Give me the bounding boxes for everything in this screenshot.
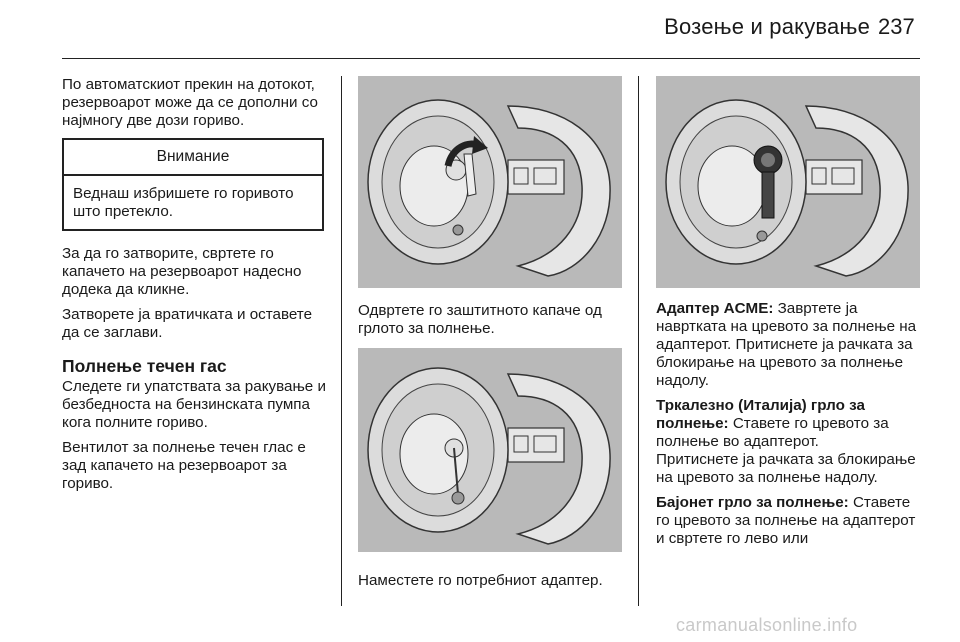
acme-adapter-label: Адаптер ACME: xyxy=(656,300,774,317)
page-header-title: Возење и ракување xyxy=(664,14,870,39)
caution-box xyxy=(62,138,324,231)
fuel-door-cap-removal-illustration xyxy=(358,76,622,288)
section-heading: Полнење течен гас xyxy=(62,356,227,376)
bayonet-nozzle-paragraph xyxy=(656,494,922,548)
column-divider-left xyxy=(341,76,342,606)
left-column xyxy=(62,76,326,500)
watermark: carmanualsonline.info xyxy=(676,615,858,635)
adapter-fitted-illustration xyxy=(656,76,920,288)
intro-paragraph: По автоматскиот прекин на дотокот, резервоарот може да се дополни со најмногу две дози гориво. xyxy=(62,76,318,129)
close-flap-paragraph: Затворете ја вратичката и оставете да се заглави. xyxy=(62,306,313,341)
right-column xyxy=(656,300,922,555)
lpg-instructions-paragraph: Следете ги упатствата за ракување и безбедноста на бензинската пумпа кога полните гориво. xyxy=(62,378,326,431)
bayonet-nozzle-text: Ставете го цревото за полнење на адаптерот и свртете го лево или xyxy=(656,494,916,547)
italy-nozzle-text: Ставете го цревото за полнење во адаптерот. xyxy=(656,415,889,450)
bayonet-nozzle-label: Бајонет грло за полнење: xyxy=(656,494,849,511)
page-number: 237 xyxy=(878,14,915,39)
acme-adapter-text: Завртете ја навртката на цревото за полнење на адаптерот. Притиснете ја рачката за блокирање на цревото за полнење надолу. xyxy=(656,300,917,389)
italy-nozzle-lock-paragraph: Притиснете ја рачката за блокирање на цревото за полнење надолу. xyxy=(656,451,916,486)
close-cap-paragraph: За да го затворите, свртете го капачето на резервоарот надесно додека да кликне. xyxy=(62,245,302,298)
italy-nozzle-paragraph xyxy=(656,397,922,451)
caution-title: Внимание xyxy=(64,140,322,176)
acme-adapter-paragraph xyxy=(656,300,922,390)
italy-nozzle-label: Тркалезно (Италија) грло за полнење: xyxy=(656,397,865,432)
caption-fit-adapter: Наместете го потребниот адаптер. xyxy=(358,572,603,589)
lpg-valve-paragraph: Вентилот за полнење течен глас е зад капачето на резервоарот за гориво. xyxy=(62,439,306,492)
caption-unscrew-cap: Одвртете го заштитното капаче од грлото за полнење. xyxy=(358,302,602,337)
fit-adapter-illustration xyxy=(358,348,622,552)
caution-text: Веднаш избришете го горивото што претекло. xyxy=(73,185,294,220)
column-divider-right xyxy=(638,76,639,606)
header-divider xyxy=(62,58,920,59)
